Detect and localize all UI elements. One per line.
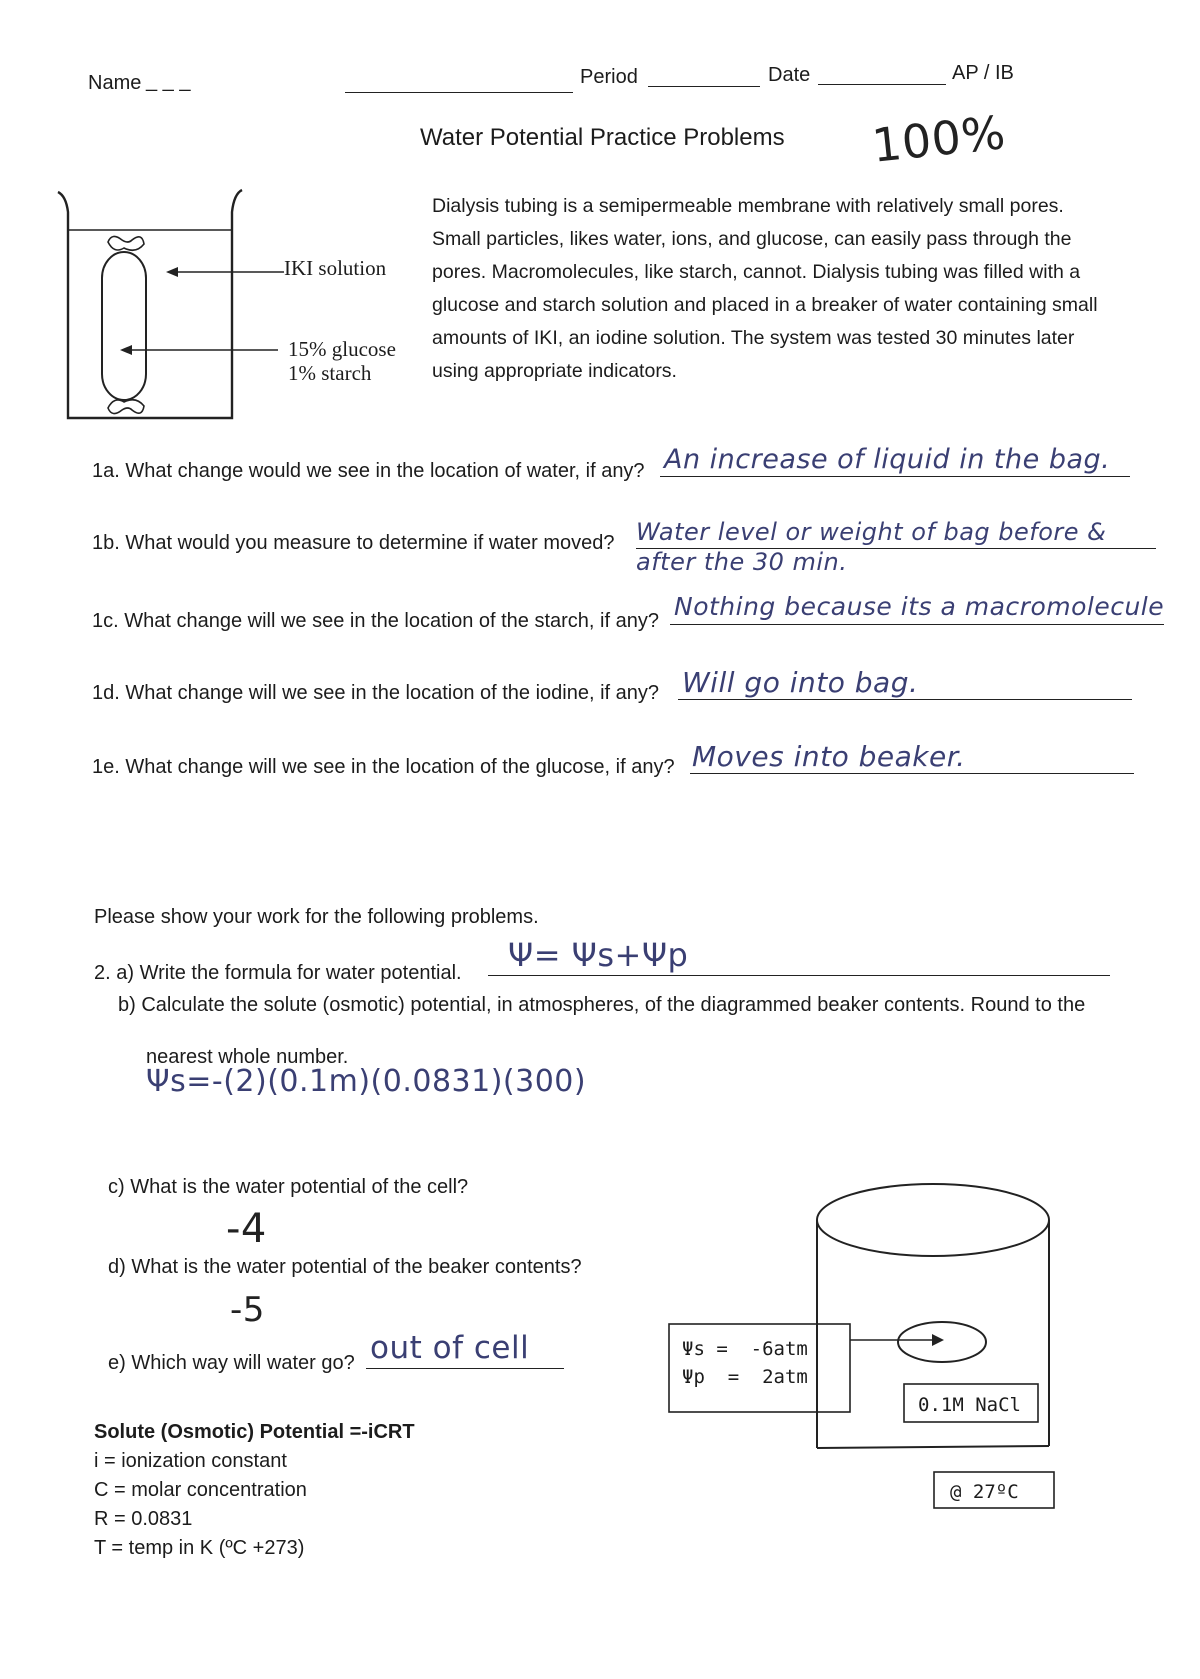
answer-2a-line[interactable] (488, 975, 1110, 976)
cell-pointer-arrow-head (932, 1334, 944, 1346)
question-1b: 1b. What would you measure to determine if water moved? (92, 532, 615, 554)
beaker-bottom (817, 1446, 1049, 1448)
intro-line: pores. Macromolecules, like starch, cannot. Dialysis tubing was filled with a (432, 261, 1081, 283)
question-2c: c) What is the water potential of the cell? (108, 1176, 469, 1198)
date-blank-line[interactable] (818, 84, 946, 85)
name-label: Name (88, 72, 142, 94)
work-instructions: Please show your work for the following problems. (94, 906, 539, 928)
answer-2b: Ψs=-(2)(0.1m)(0.0831)(300) (146, 1064, 587, 1099)
name-blank-line (345, 92, 573, 93)
temperature-label: @ 27ºC (950, 1481, 1019, 1503)
answer-2c: -4 (226, 1206, 267, 1252)
intro-line: amounts of IKI, an iodine solution. The system was tested 30 minutes later (432, 327, 1075, 349)
question-2b-continued: nearest whole number. (146, 1046, 349, 1068)
formula-line: T = temp in K (ºC +273) (94, 1537, 305, 1559)
answer-2a: Ψ= Ψs+Ψp (508, 936, 689, 974)
formula-title: Solute (Osmotic) Potential =-iCRT (94, 1421, 415, 1443)
intro-line: glucose and starch solution and placed in a breaker of water containing small (432, 294, 1098, 316)
question-2b: b) Calculate the solute (osmotic) potential, in atmospheres, of the diagrammed beaker contents. Round to the (118, 994, 1086, 1016)
solution-label: 0.1M NaCl (918, 1394, 1021, 1416)
course-label: AP / IB (952, 62, 1014, 84)
formula-reference (94, 1418, 415, 1563)
answer-1b-continued: after the 30 min. (636, 548, 848, 576)
answer-1d-line[interactable] (678, 699, 1132, 700)
question-2d: d) What is the water potential of the beaker contents? (108, 1256, 582, 1278)
bag-tie-bottom (108, 400, 144, 414)
question-2e: e) Which way will water go? (108, 1352, 355, 1374)
beaker-outline (58, 190, 242, 418)
iki-arrow-head (166, 267, 178, 277)
intro-paragraph (432, 190, 1152, 388)
period-label: Period (580, 66, 638, 88)
grade-mark: 100% (869, 105, 1008, 173)
psi-s-value: Ψs = -6atm (682, 1338, 808, 1360)
answer-1d: Will go into bag. (682, 666, 919, 699)
answer-1b: Water level or weight of bag before & (636, 518, 1107, 546)
intro-line: Small particles, likes water, ions, and glucose, can easily pass through the (432, 228, 1072, 250)
intro-line: using appropriate indicators. (432, 360, 677, 382)
cell-ellipse (898, 1322, 986, 1362)
question-1c: 1c. What change will we see in the location of the starch, if any? (92, 610, 659, 632)
question-1a: 1a. What change would we see in the location of water, if any? (92, 460, 645, 482)
answer-1c: Nothing because its a macromolecule (674, 592, 1165, 621)
answer-1a-line[interactable] (660, 476, 1130, 477)
formula-line: R = 0.0831 (94, 1508, 193, 1530)
iki-solution-label: IKI solution (284, 256, 387, 280)
glucose-label: 15% glucose (288, 337, 396, 361)
bag-tie-top (108, 236, 144, 250)
question-1e: 1e. What change will we see in the location of the glucose, if any? (92, 756, 675, 778)
question-2a: 2. a) Write the formula for water potential. (94, 962, 462, 984)
formula-line: i = ionization constant (94, 1450, 287, 1472)
formula-line: C = molar concentration (94, 1479, 307, 1501)
page-title: Water Potential Practice Problems (420, 124, 785, 151)
answer-2e-line[interactable] (366, 1368, 564, 1369)
question-1d: 1d. What change will we see in the location of the iodine, if any? (92, 682, 660, 704)
name-value: _ _ _ (146, 70, 191, 92)
answer-1e-line[interactable] (690, 773, 1134, 774)
date-label: Date (768, 64, 811, 86)
beaker-top-ellipse (817, 1184, 1049, 1256)
glucose-arrow-head (120, 345, 132, 355)
answer-1c-line[interactable] (670, 624, 1164, 625)
dialysis-beaker-diagram (52, 182, 412, 422)
answer-1e: Moves into beaker. (692, 740, 966, 773)
intro-line: Dialysis tubing is a semipermeable membrane with relatively small pores. (432, 195, 1064, 217)
answer-2e: out of cell (370, 1330, 530, 1366)
answer-2d: -5 (230, 1290, 265, 1330)
answer-1a: An increase of liquid in the bag. (664, 444, 1111, 475)
psi-p-value: Ψp = 2atm (682, 1366, 808, 1388)
starch-label: 1% starch (288, 361, 372, 385)
period-blank-line[interactable] (648, 86, 760, 87)
dialysis-bag (102, 252, 146, 400)
